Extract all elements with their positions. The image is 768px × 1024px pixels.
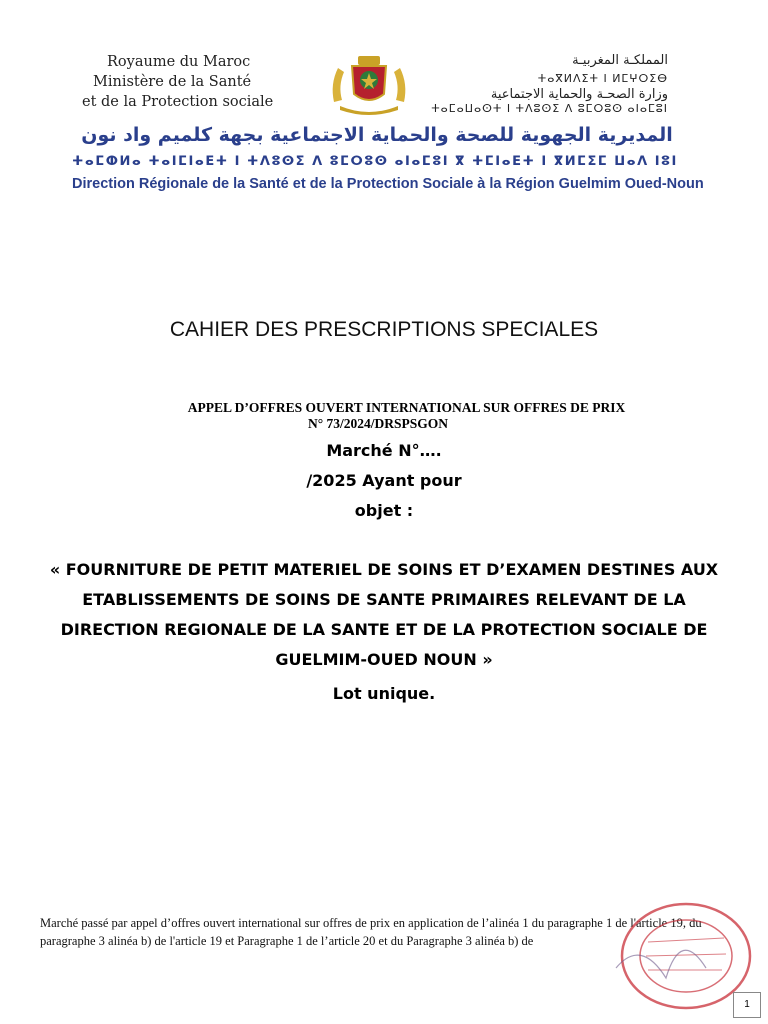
kingdom-label: Royaume du Maroc	[107, 54, 251, 70]
ministry-header-fr	[82, 52, 273, 112]
tender-type: APPEL D’OFFRES OUVERT INTERNATIONAL SUR OFFRES DE PRIX	[187, 400, 626, 415]
kingdom-label-tifinagh: ⵜⴰⴳⵍⴷⵉⵜ ⵏ ⵍⵎⵖⵔⵉⴱ	[537, 72, 668, 85]
tender-reference	[0, 400, 768, 432]
ministry-label: Ministère de la Santé	[93, 74, 252, 90]
regional-direction-fr: Direction Régionale de la Santé et de la Protection Sociale à la Région Guelmim Oued-Noun	[72, 176, 704, 192]
contract-number	[0, 436, 768, 526]
regional-direction-ar: المديرية الجهوية للصحة والحماية الاجتماعية بجهة كلميم واد نون	[81, 124, 673, 146]
ministry-label-2: et de la Protection sociale	[82, 94, 274, 110]
kingdom-label-ar: المملكـة المغربيـة	[572, 53, 668, 68]
contract-line-1: Marché N°….	[326, 441, 442, 460]
lot-label: Lot unique.	[332, 684, 436, 703]
document-title: CAHIER DES PRESCRIPTIONS SPECIALES	[169, 318, 599, 341]
ministry-label-tifinagh: ⵜⴰⵎⴰⵡⴰⵙⵜ ⵏ ⵜⴷⵓⵙⵉ ⴷ ⵓⵎⵔⵓⵙ ⴰⵏⴰⵎⵓⵏ	[431, 102, 668, 115]
page-number: 1	[733, 992, 761, 1018]
ministry-header-tifinagh	[431, 72, 668, 115]
royal-emblem-icon	[328, 54, 410, 118]
contract-object: « FOURNITURE DE PETIT MATERIEL DE SOINS ET D’EXAMEN DESTINES AUX ETABLISSEMENTS DE SOINS DE SANTE PRIMAIRES RELEVANT DE LA DIRECTION REGIONALE DE LA SANTE ET DE LA PROTECTION SOCIALE DE GUELMIM-OUED NOUN »	[49, 560, 719, 669]
legal-basis-paragraph: Marché passé par appel d’offres ouvert international sur offres de prix en application de l’alinéa 1 du paragraphe 1 de l'article 19, du paragraphe 3 alinéa b) de l'article 19 et Paragraphe 1 de l’article 20 et du Paragraphe 3 alinéa b) de	[40, 916, 702, 948]
ministry-label-ar: وزارة الصحـة والحماية الاجتماعية	[490, 87, 668, 102]
contract-line-2: /2025 Ayant pour	[306, 471, 462, 490]
regional-direction-tifinagh: ⵜⴰⵎⵀⵍⴰ ⵜⴰⵏⵎⵏⴰⴹⵜ ⵏ ⵜⴷⵓⵙⵉ ⴷ ⵓⵎⵔⵓⵙ ⴰⵏⴰⵎⵓⵏ ⴳ ⵜⵎⵏⴰⴹⵜ ⵏ ⴳⵍⵎⵉⵎ ⵡⴰⴷ ⵏⵓⵏ	[72, 154, 678, 169]
tender-number: N° 73/2024/DRSPSGON	[307, 416, 449, 431]
contract-line-3: objet :	[354, 501, 414, 520]
